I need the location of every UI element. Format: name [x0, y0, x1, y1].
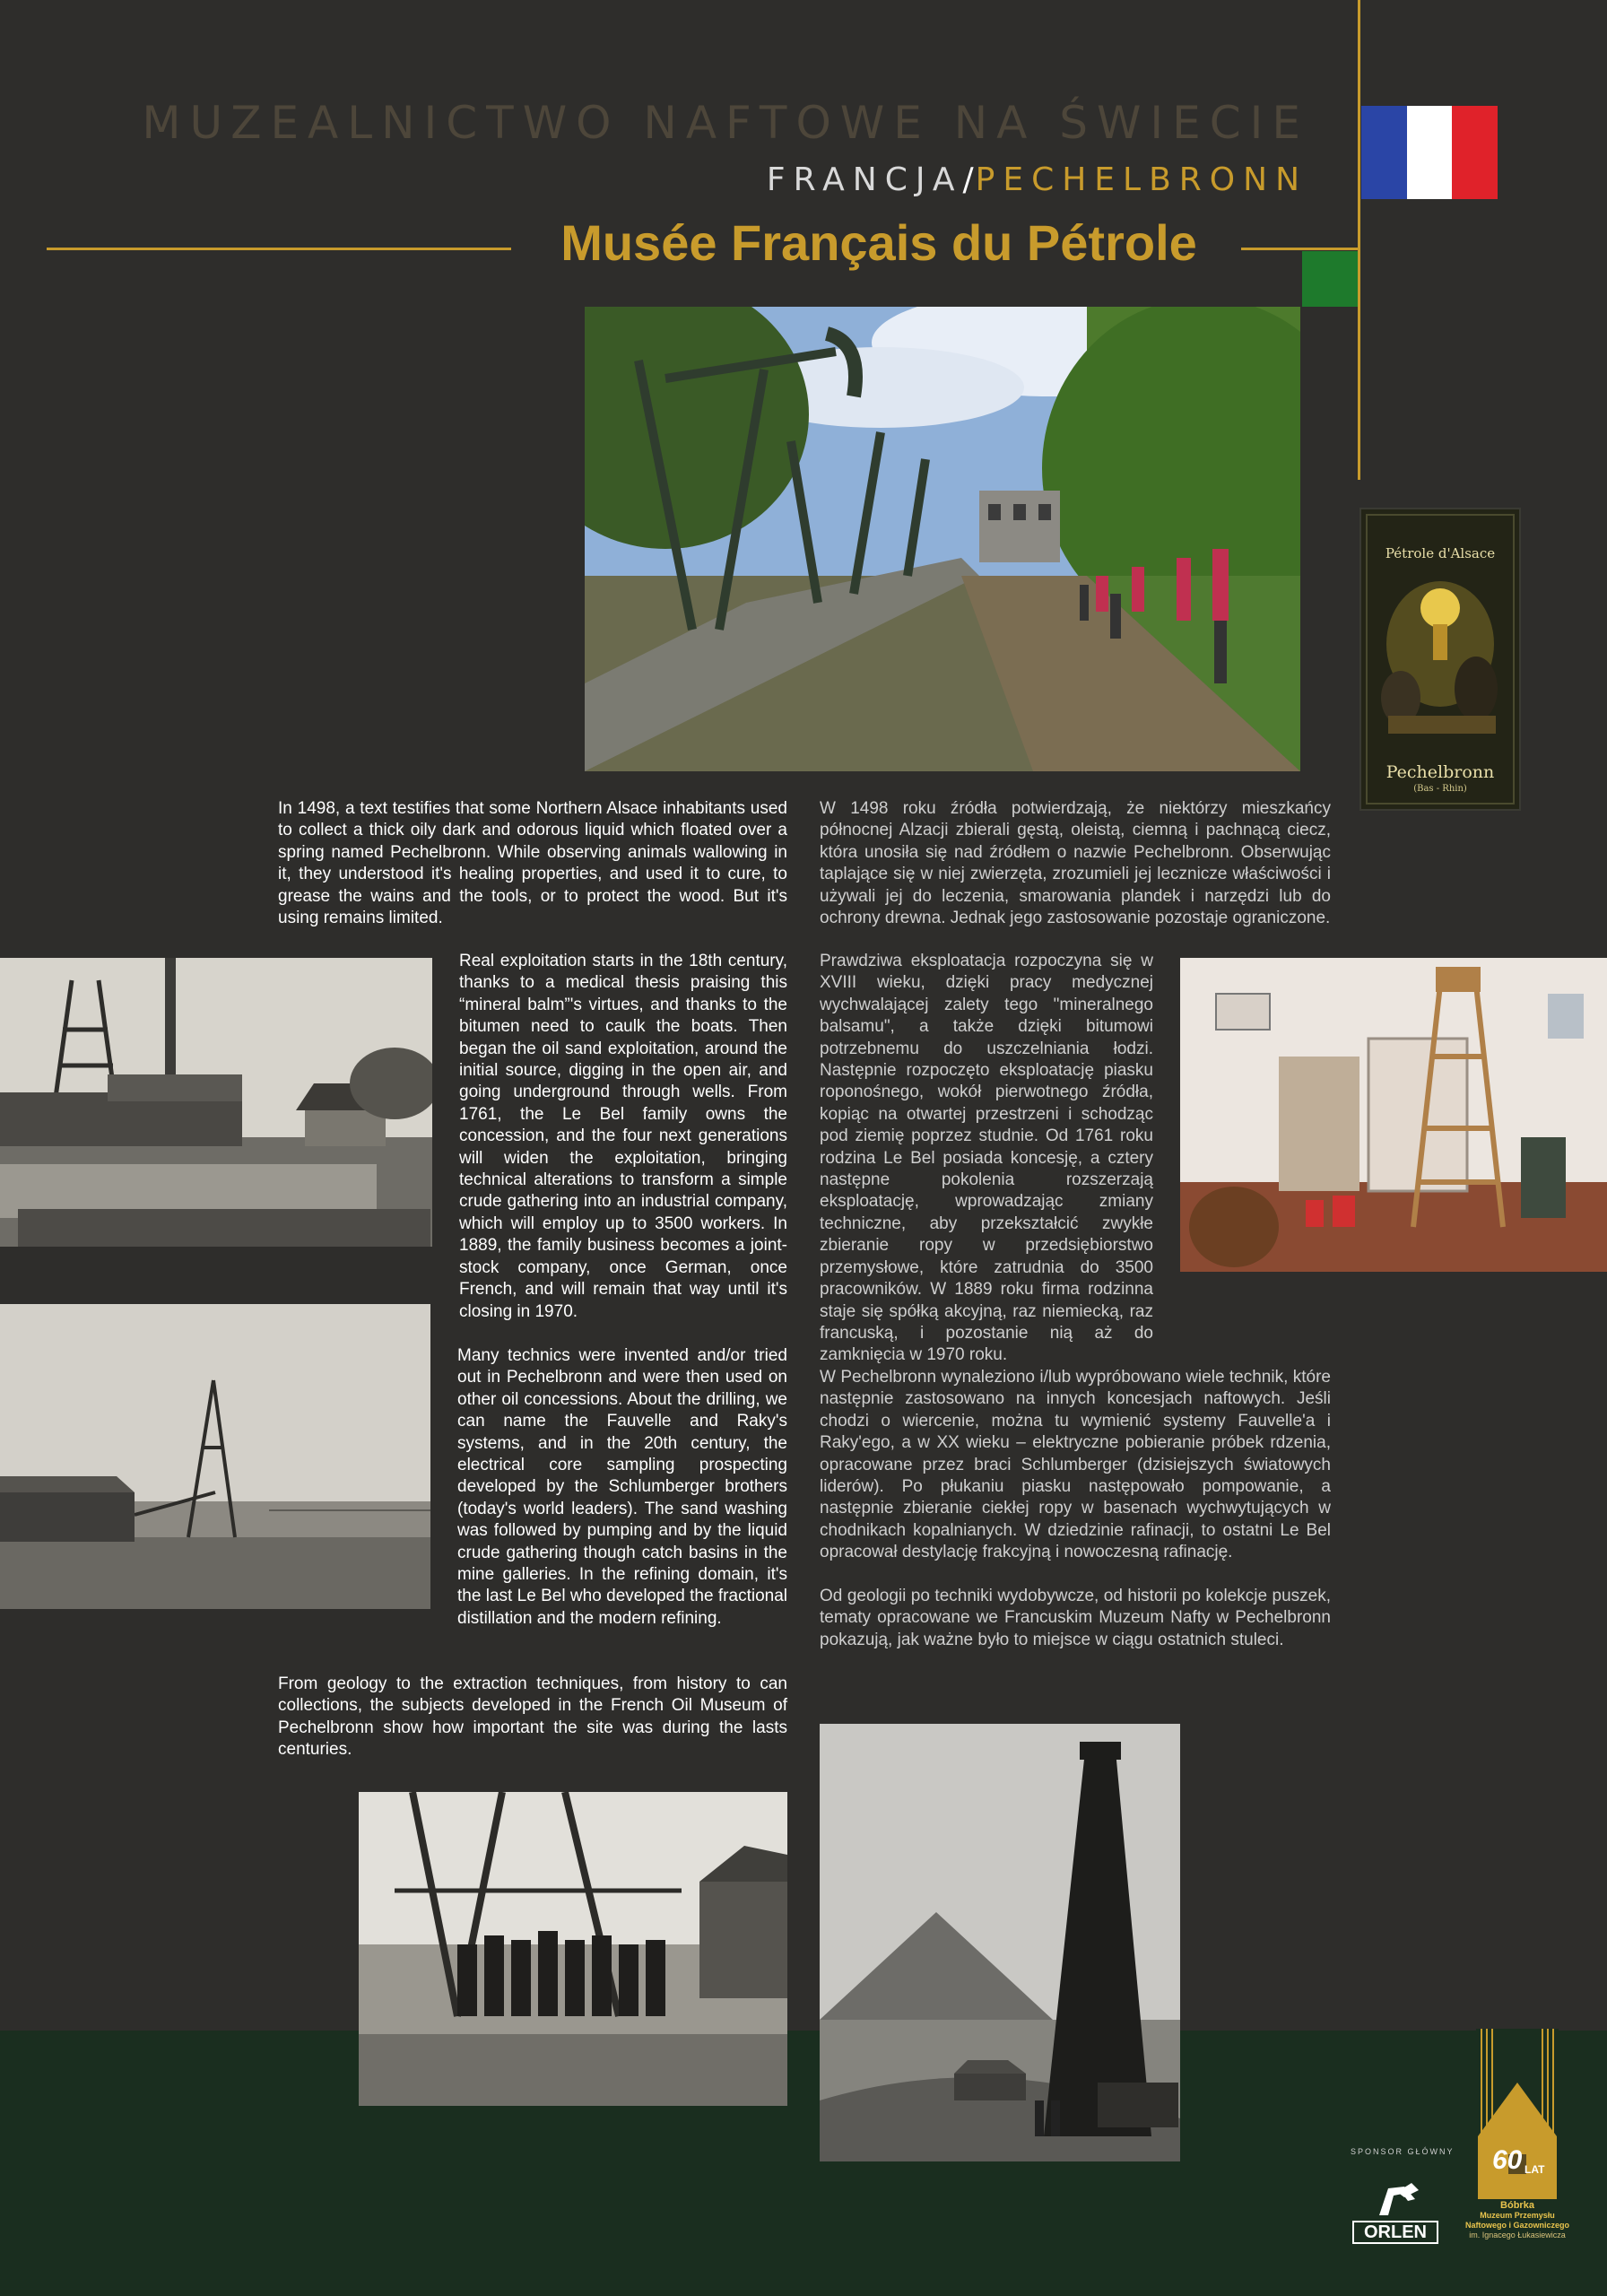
text-pl-paragraph-4: Od geologii po techniki wydobywcze, od historii po kolekcje puszek, tematy opracowane we Francuskim Muzeum Nafty w Pechelbronn pokazują, jak ważne było to miejsce w ciągu ostatnich stuleci.	[820, 1587, 1331, 1649]
poster-petrole-alsace	[1359, 508, 1521, 811]
text-en-paragraph-4: From geology to the extraction techniques, from history to can collections, the subjects developed in the French Oil Museum of Pechelbronn show how important the site was during the lasts centuries.	[278, 1674, 787, 1760]
text-en-paragraph-2: Real exploitation starts in the 18th century, thanks to a medical thesis praising this “mineral balm”'s virtues, and thanks to the bitumen need to caulk the boats. Then began the oil sand exploitation, around the initial source, digging in the open air, and going underground through wells. From 1761, the Le Bel family owns the concession, and the four next generations will widen the exploitation, bringing technical alterations to transform a simple crude gathering into an industrial company, which will employ up to 3500 workers. In 1889, the family business becomes a joint-stock company, once German, once French, and will remain that way until it's closing in 1970.	[459, 952, 787, 1321]
photo-historic-derrick	[0, 1304, 430, 1609]
anniversary-number: 60	[1492, 2145, 1523, 2175]
museum-title: Musée Français du Pétrole	[560, 214, 1197, 271]
gold-vertical-rule	[1358, 0, 1360, 480]
gold-rule-left	[47, 248, 511, 250]
anniversary-suffix: LAT	[1524, 2163, 1545, 2176]
photo-pumpjacks-visitors	[585, 307, 1300, 771]
poster-line2: Pechelbronn	[1385, 762, 1495, 782]
photo-historic-group-rig	[359, 1792, 787, 2106]
bobrka-line4: im. Ignacego Łukasiewicza	[1469, 2231, 1566, 2239]
location-subtitle	[448, 161, 1307, 198]
green-accent-square	[1302, 251, 1358, 307]
country-name: FRANCJA	[766, 161, 963, 198]
orlen-wordmark: ORLEN	[1352, 2221, 1438, 2244]
text-pl-paragraph-1: W 1498 roku źródła potwierdzają, że niektórzy mieszkańcy północnej Alzacji zbierali gęstą, oleistą, ciemną i pachnącą ciecz, która unosiła się nad źródłem o nazwie Pechelbronn. Obserwując taplające się w niej zwierzęta, zrozumieli jej lecznicze właściwości i używali jej do leczenia, smarowania plandek i narzędzi lub do ochrony drewna. Jednak jego zastosowanie pozostaje ograniczone.	[820, 799, 1331, 928]
poster-line1: Pétrole d'Alsace	[1385, 545, 1496, 561]
gold-rule-right	[1241, 248, 1359, 250]
photo-historic-derrick-tower	[820, 1724, 1180, 2161]
text-pl-paragraph-2: Prawdziwa eksploatacja rozpoczyna się w XVIII wieku, dzięki pracy medycznej wychwalającej zalety tego "mineralnego balsamu", a także dzięki bitumowi potrzebnemu do uszczelniania łodzi. Następnie rozpoczęto eksploatację piasku roponośnego, wokół pierwotnego źródła, kopiąc na otwartej przestrzeni i schodząc pod ziemię poprzez studnie. Od 1761 roku rodzina Le Bel posiada koncesję, a cztery następne pokolenia rozszerzają eksploatację, wprowadzając zmiany techniczne, aby przekształcić zwykłe zbieranie ropy w przedsiębiorstwo przemysłowe, które zatrudnia do 3500 pracowników. W 1889 roku firma rodzinna staje się spółką akcyjną, raz niemiecką, raz francuską, i pozostanie nią aż do zamknięcia w 1970 roku.	[820, 952, 1153, 1365]
text-pl-paragraph-3: W Pechelbronn wynaleziono i/lub wypróbowano wiele technik, które następnie zastosowano na innych koncesjach naftowych. Jeśli chodzi o wiercenie, można tu wymienić systemy Fauvelle'a i Raky'ego, a w XX wieku – elektryczne pobieranie próbek rdzenia, opracowane przez braci Schlumberger (dzisiejszych światowych liderów). Po płukaniu piasku następowało pompowanie, a następnie zbieranie ciekłej ropy w basenach wychwytujących w chodnikach kopalnianych. W dziedzinie rafinacji, to ostatni Le Bel opracował destylację frakcyjną i nowoczesną rafinację.	[820, 1368, 1331, 1562]
footer-band	[0, 2031, 1607, 2296]
photo-museum-interior	[1180, 958, 1607, 1272]
french-flag-icon	[1361, 106, 1498, 199]
poster-line3: (Bas - Rhin)	[1413, 784, 1467, 794]
photo-historic-mine-buildings	[0, 958, 432, 1247]
location-separator: /	[962, 161, 976, 198]
text-en-paragraph-3: Many technics were invented and/or tried out in Pechelbronn and were then used on other oil concessions. About the drilling, we can name the Fauvelle and Raky's systems, and in the 20th century, the electrical core sampling prospecting developed by the Schlumberger brothers (today's world leaders). The sand washing was followed by pumping and by the liquid crude gathering though catch basins in the mine galleries. In the refining domain, it's the last Le Bel who developed the fractional distillation and the modern refining.	[457, 1346, 787, 1628]
bobrka-museum-name	[1462, 2201, 1573, 2240]
text-en-paragraph-1: In 1498, a text testifies that some Northern Alsace inhabitants used to collect a thick oily dark and odorous liquid which floated over a spring named Pechelbronn. While observing animals wallowing in it, they understood it's healing properties, and used it to cure, to grease the wains and the tools, or to protect the wood. But it's using remains limited.	[278, 799, 787, 928]
sponsor-label: SPONSOR GŁÓWNY	[1351, 2147, 1455, 2156]
bobrka-line3: Naftowego i Gazowniczego	[1464, 2221, 1569, 2230]
orlen-logo	[1352, 2179, 1438, 2246]
city-name: PECHELBRONN	[975, 161, 1307, 198]
bobrka-line2: Muzeum Przemysłu	[1480, 2211, 1555, 2220]
exhibition-title: MUZEALNICTWO NAFTOWE NA ŚWIECIE	[142, 97, 1309, 149]
bobrka-title: Bóbrka	[1500, 2200, 1534, 2211]
